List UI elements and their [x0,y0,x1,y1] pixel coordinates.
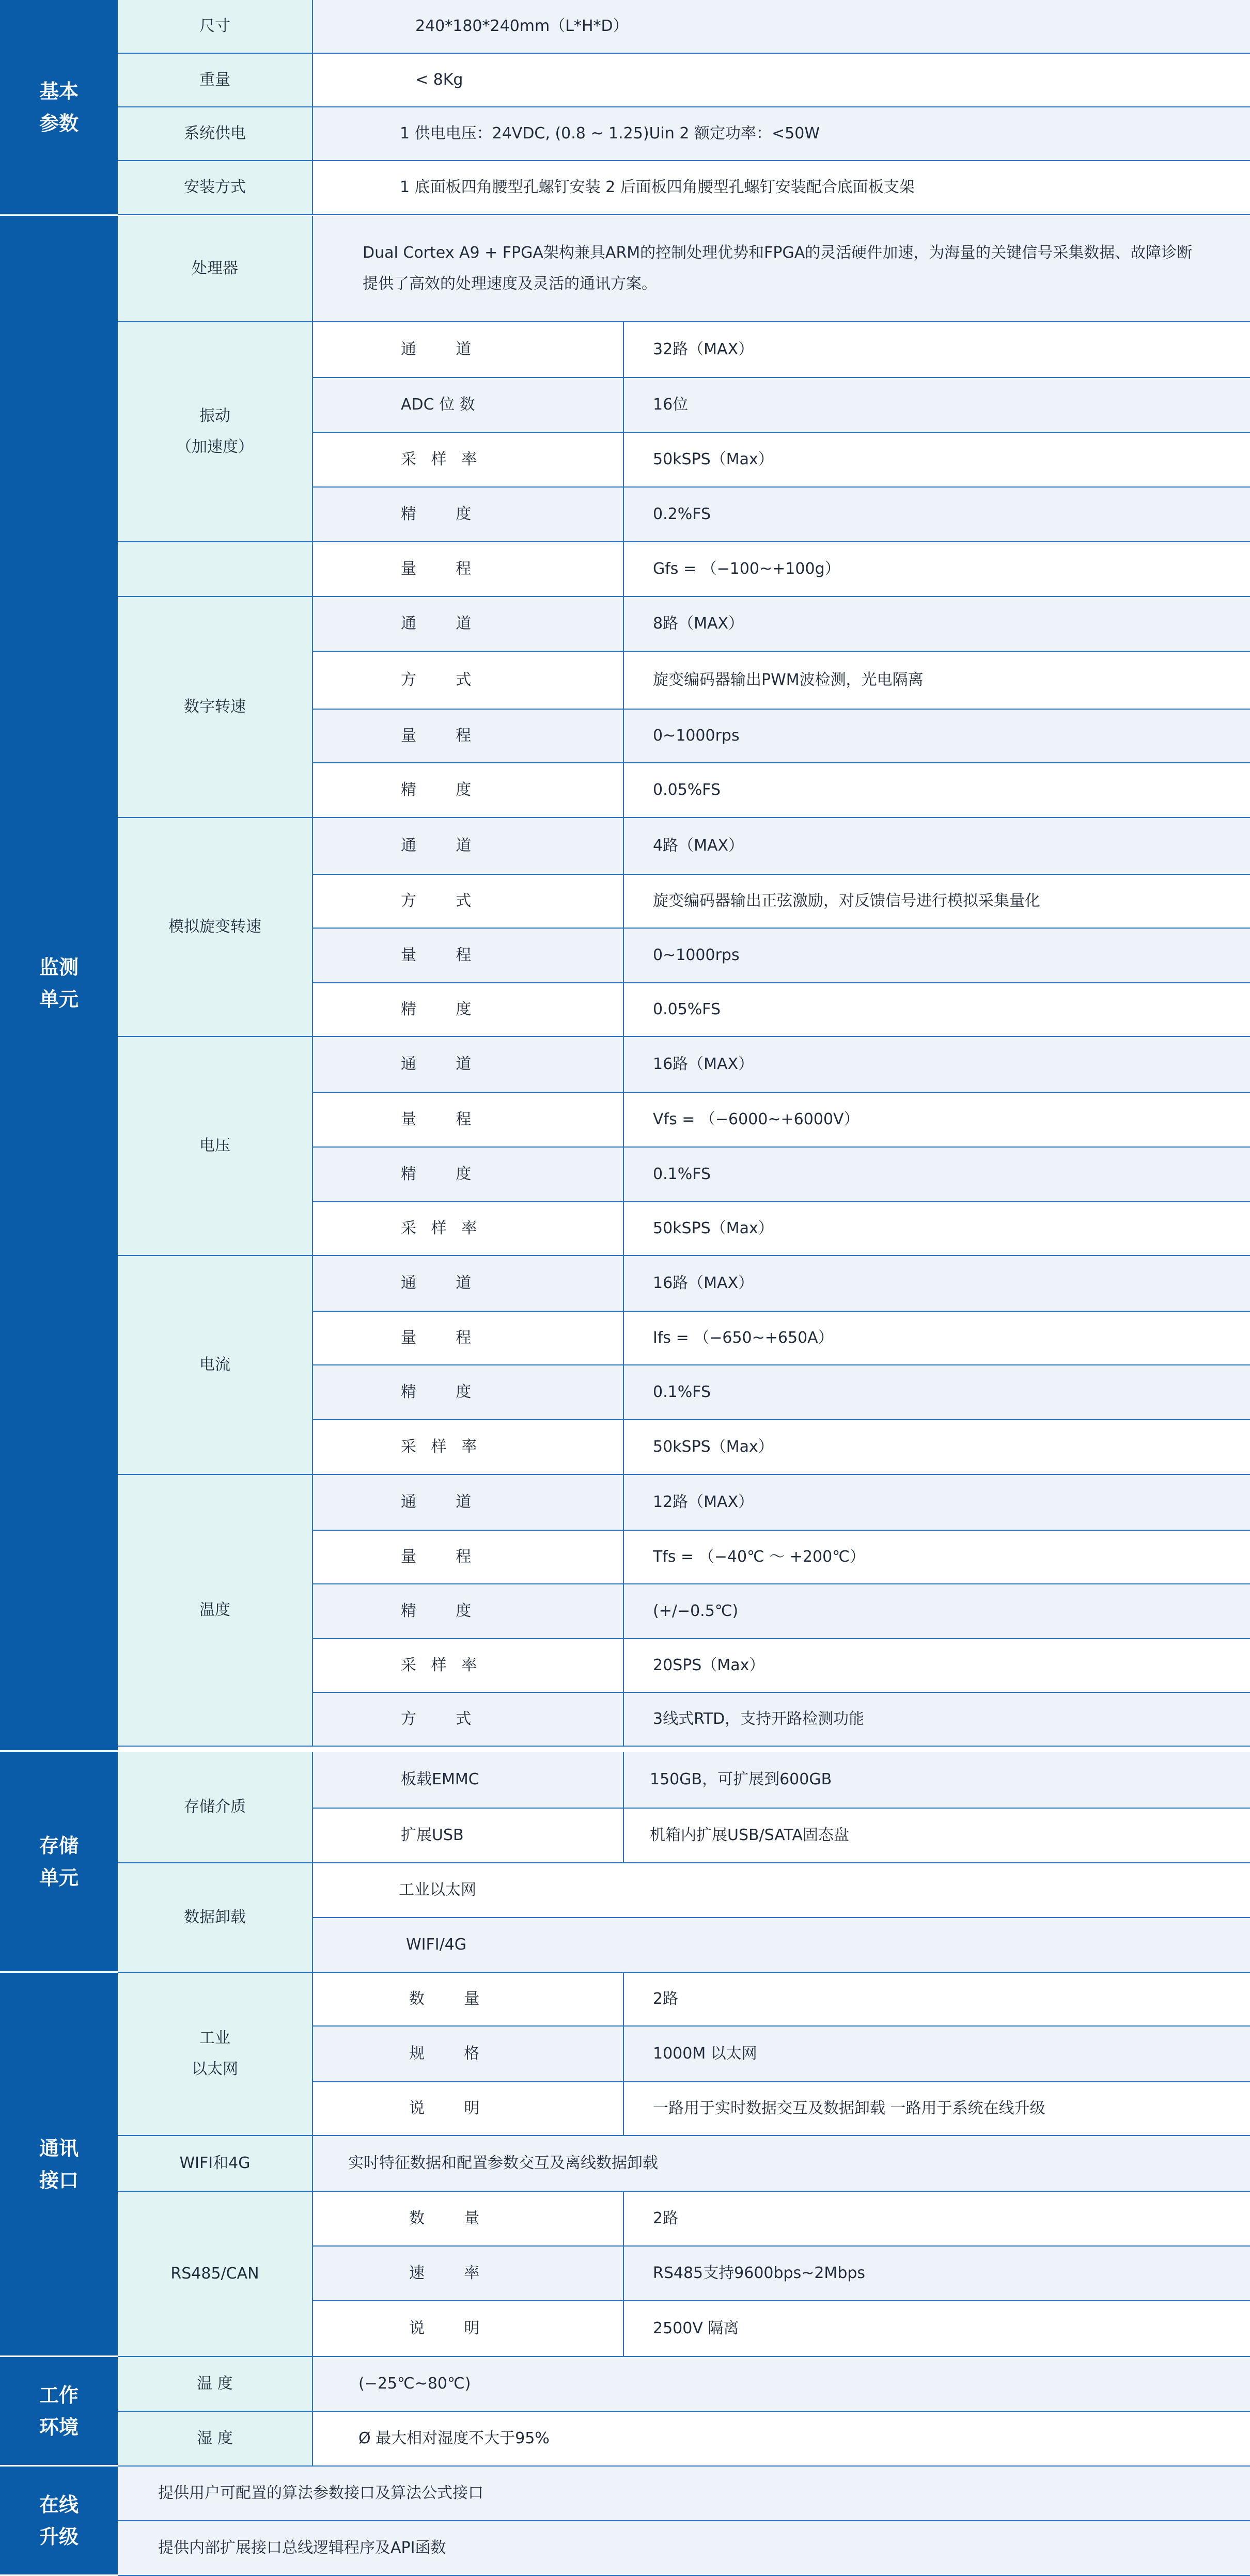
param-name: 采 样 率 [312,1639,623,1693]
param-name: 方 式 [312,1693,623,1747]
group-label: RS485/CAN [118,2192,312,2357]
param-name: 量 程 [312,1093,623,1148]
row-label: 安装方式 [118,161,312,215]
param-value: 16位 [623,378,1250,433]
param-value: 0~1000rps [623,710,1250,763]
param-value: Ifs = （−650~+650A） [623,1312,1250,1365]
row-value: 1 底面板四角腰型孔螺钉安装 2 后面板四角腰型孔螺钉安装配合底面板支架 [312,161,1250,215]
group-label: 工业 以太网 [118,1973,312,2136]
param-value: 8路（MAX） [623,597,1250,652]
param-name: 通 道 [312,597,623,652]
section-title: 监测 单元 [0,216,118,1752]
row-label: 湿 度 [118,2412,312,2467]
group-label [118,542,312,597]
param-name: 精 度 [312,1584,623,1639]
param-value: 0.05%FS [623,983,1250,1037]
param-name: 通 道 [312,1475,623,1531]
param-name: 通 道 [312,322,623,378]
param-value: 一路用于实时数据交互及数据卸载 一路用于系统在线升级 [623,2082,1250,2136]
param-name: 量 程 [312,1312,623,1365]
section-title: 通讯 接口 [0,1973,118,2357]
param-name: 量 程 [312,929,623,983]
param-value: 0.05%FS [623,763,1250,818]
param-value: 0.1%FS [623,1148,1250,1202]
row-value: 1 供电电压：24VDC, (0.8 ~ 1.25)Uin 2 额定功率：<50W [312,107,1250,161]
group-label: 数字转速 [118,597,312,818]
row-label: 尺寸 [118,0,312,54]
group-label: 模拟旋变转速 [118,818,312,1037]
param-value: 2500V 隔离 [623,2301,1250,2357]
param-name: 采 样 率 [312,1202,623,1256]
param-name: 速 率 [312,2247,623,2301]
param-value: 3线式RTD，支持开路检测功能 [623,1693,1250,1747]
group-label: 电流 [118,1256,312,1475]
param-name: 精 度 [312,763,623,818]
group-label: 数据卸载 [118,1863,312,1973]
unload-option: 工业以太网 [312,1863,1250,1918]
group-label: 存储介质 [118,1752,312,1863]
row-label: 温 度 [118,2357,312,2412]
param-name: 规 格 [312,2027,623,2082]
section-title: 基本 参数 [0,0,118,216]
unload-option: WIFI/4G [312,1918,1250,1973]
row-label: 重量 [118,54,312,107]
param-name: 说 明 [312,2082,623,2136]
param-name: 板载EMMC [312,1752,623,1809]
param-value: 32路（MAX） [623,322,1250,378]
row-value: 实时特征数据和配置参数交互及离线数据卸载 [312,2136,1250,2192]
param-name: 数 量 [312,2192,623,2247]
row-label: 系统供电 [118,107,312,161]
row-value: < 8Kg [312,54,1250,107]
param-name: 数 量 [312,1973,623,2027]
param-value: 0.2%FS [623,488,1250,542]
group-label: 振动 （加速度） [118,322,312,542]
param-value: 50kSPS（Max） [623,433,1250,488]
param-name: 精 度 [312,983,623,1037]
param-name: 量 程 [312,542,623,597]
section-title: 存储 单元 [0,1752,118,1973]
param-value: 20SPS（Max） [623,1639,1250,1693]
param-name: 通 道 [312,1256,623,1312]
param-name: 方 式 [312,875,623,929]
param-value: 150GB，可扩展到600GB [623,1752,1250,1809]
param-value: 16路（MAX） [623,1037,1250,1093]
param-name: 精 度 [312,1365,623,1420]
param-value: 2路 [623,1973,1250,2027]
param-name: 量 程 [312,710,623,763]
row-value: 240*180*240mm（L*H*D） [312,0,1250,54]
param-value: Vfs = （−6000~+6000V） [623,1093,1250,1148]
processor-label: 处理器 [118,216,312,322]
param-name: 扩展USB [312,1809,623,1863]
param-value: 50kSPS（Max） [623,1202,1250,1256]
row-value: 提供内部扩展接口总线逻辑程序及API函数 [118,2521,1250,2576]
param-name: 精 度 [312,488,623,542]
row-value: 提供用户可配置的算法参数接口及算法公式接口 [118,2467,1250,2521]
row-value: Ø 最大相对湿度不大于95% [312,2412,1250,2467]
param-name: 说 明 [312,2301,623,2357]
param-name: 采 样 率 [312,433,623,488]
param-name: ADC 位 数 [312,378,623,433]
param-value: 50kSPS（Max） [623,1420,1250,1475]
group-label: 电压 [118,1037,312,1256]
param-name: 通 道 [312,818,623,875]
param-name: 量 程 [312,1531,623,1584]
param-value: Tfs = （−40℃ ～ +200℃） [623,1531,1250,1584]
param-name: 精 度 [312,1148,623,1202]
param-value: 12路（MAX） [623,1475,1250,1531]
param-value: 4路（MAX） [623,818,1250,875]
param-value: 16路（MAX） [623,1256,1250,1312]
param-value: Gfs = （−100~+100g） [623,542,1250,597]
param-value: 旋变编码器输出PWM波检测，光电隔离 [623,652,1250,710]
param-value: 2路 [623,2192,1250,2247]
param-value: RS485支持9600bps~2Mbps [623,2247,1250,2301]
param-value: 旋变编码器输出正弦激励，对反馈信号进行模拟采集量化 [623,875,1250,929]
param-value: 1000M 以太网 [623,2027,1250,2082]
param-value: (+/−0.5℃) [623,1584,1250,1639]
row-value: (−25℃~80℃) [312,2357,1250,2412]
param-value: 机箱内扩展USB/SATA固态盘 [623,1809,1250,1863]
param-value: 0.1%FS [623,1365,1250,1420]
param-name: 采 样 率 [312,1420,623,1475]
section-title: 在线 升级 [0,2467,118,2576]
processor-description: Dual Cortex A9 + FPGA架构兼具ARM的控制处理优势和FPGA的灵活硬件加速，为海量的关键信号采集数据、故障诊断提供了高效的处理速度及灵活的通讯方案。 [312,216,1250,322]
group-label: 温度 [118,1475,312,1747]
param-name: 方 式 [312,652,623,710]
group-label: WIFI和4G [118,2136,312,2192]
param-value: 0~1000rps [623,929,1250,983]
param-name: 通 道 [312,1037,623,1093]
section-title: 工作 环境 [0,2357,118,2467]
